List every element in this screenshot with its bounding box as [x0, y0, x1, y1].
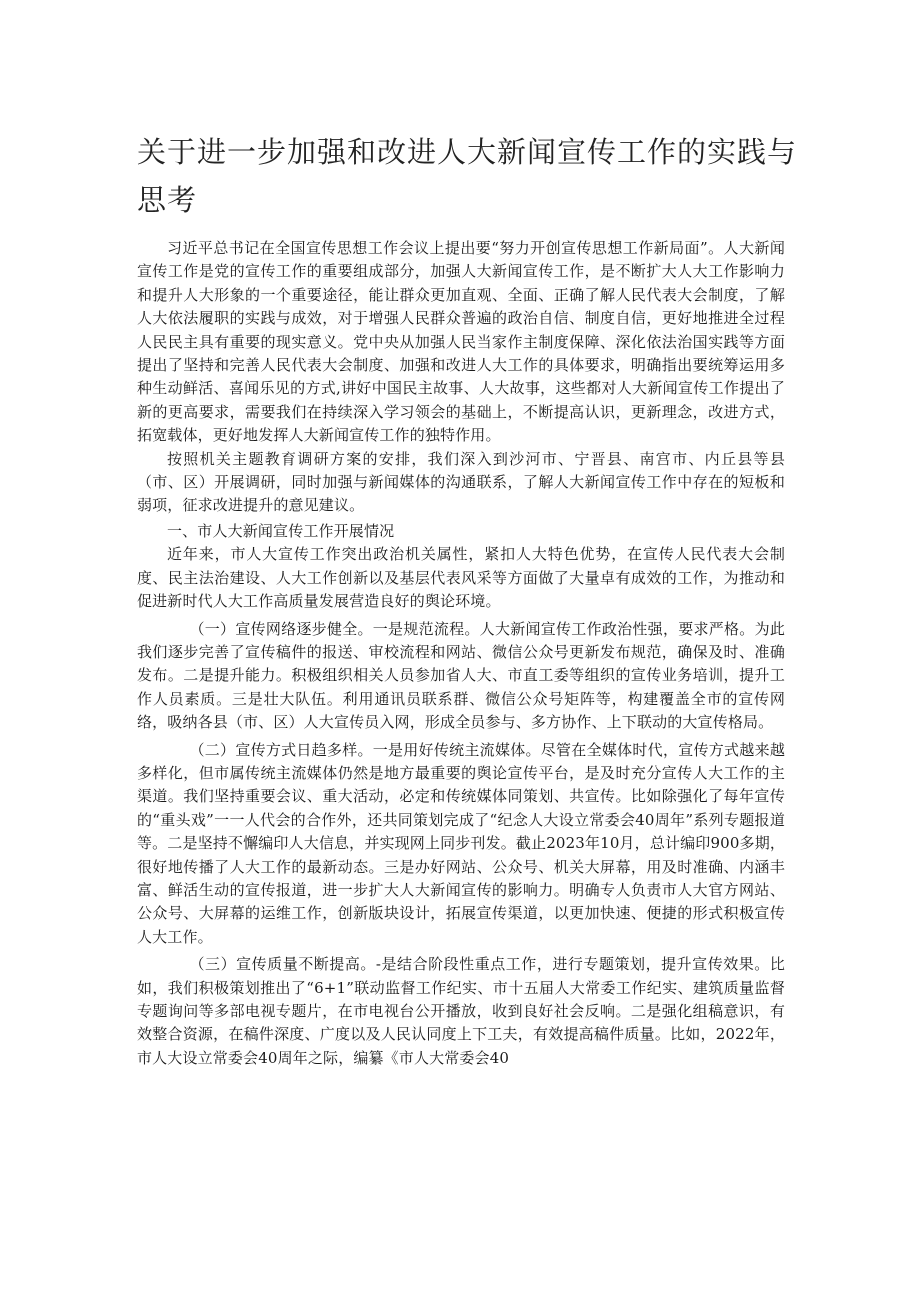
- paragraph-network: （一）宣传网络逐步健全。一是规范流程。人大新闻宣传工作政治性强，要求严格。为此我们逐步完善了宣传稿件的报送、审校流程和网站、微信公众号更新发布规范，确保及时、准确发布。二是提升能力。积极组织相关人员参加省人大、市直工委等组织的宣传业务培训，提升工作人员素质。三是壮大队伍。利用通讯员联系群、微信公众号矩阵等，构建覆盖全市的宣传网络，吸纳各县（市、区）人大宣传员入网，形成全员参与、多方协作、上下联动的大宣传格局。: [137, 619, 785, 732]
- section-heading-1: 一、市人大新闻宣传工作开展情况: [167, 521, 395, 540]
- document-body: [137, 237, 785, 1070]
- paragraph-quality: （三）宣传质量不断提高。-是结合阶段性重点工作，进行专题策划，提升宣传效果。比如，我们积极策划推出了“6+1”联动监督工作纪实、市十五届人大常委工作纪实、建筑质量监督专题询问等多部电视专题片，在市电视台公开播放，收到良好社会反响。二是强化组稿意识，有效整合资源，在稿件深度、广度以及人民认同度上下工夫，有效提高稿件质量。比如，2022年，市人大设立常委会40周年之际，编纂《市人大常委会40: [137, 955, 785, 1067]
- document-title: 关于进一步加强和改进人大新闻宣传工作的实践与思考: [137, 135, 798, 217]
- paragraph-methods: （二）宣传方式日趋多样。一是用好传统主流媒体。尽管在全媒体时代，宣传方式越来越多样化，但市属传统主流媒体仍然是地方最重要的舆论宣传平台，是及时充分宣传人大工作的主渠道。我们坚持重要会议、重大活动，必定和传统媒体同策划、共宣传。比如除强化了每年宣传的“重头戏”一一人代会的合作外，还共同策划完成了“纪念人大设立常委会40周年”系列专题报道等。二是坚持不懈编印人大信息，并实现网上同步刊发。截止2023年10月，总计编印900多期，很好地传播了人大工作的最新动态。三是办好网站、公众号、机关大屏幕，用及时准确、内涵丰富、鲜活生动的宣传报道，进一步扩大人大新闻宣传的影响力。明确专人负责市人大官方网站、公众号、大屏幕的运维工作，创新版块设计，拓展宣传渠道，以更加快速、便捷的形式积极宣传人大工作。: [137, 740, 785, 946]
- paragraph-survey: 按照机关主题教育调研方案的安排，我们深入到沙河市、宁晋县、南宫市、内丘县等县（市、区）开展调研，同时加强与新闻媒体的沟通联系，了解人大新闻宣传工作中存在的短板和弱项，征求改进提升的意见建议。: [137, 449, 785, 515]
- paragraph-overview: 近年来，市人大宣传工作突出政治机关属性，紧扣人大特色优势，在宣传人民代表大会制度、民主法治建设、人大工作创新以及基层代表风采等方面做了大量卓有成效的工作，为推动和促进新时代人大工作高质量发展营造良好的舆论环境。: [137, 545, 785, 611]
- paragraph-intro: 习近平总书记在全国宣传思想工作会议上提出要“努力开创宣传思想工作新局面”。人大新闻宣传工作是党的宣传工作的重要组成部分，加强人大新闻宣传工作，是不断扩大人大工作影响力和提升人大形象的一个重要途径，能让群众更加直观、全面、正确了解人民代表大会制度，了解人大依法履职的实践与成效，对于增强人民群众普遍的政治自信、制度自信，更好地推进全过程人民民主具有重要的现实意义。党中央从加强人民当家作主制度保障、深化依法治国实践等方面提出了坚持和完善人民代表大会制度、加强和改进人大工作的具体要求，明确指出要统筹运用多种生动鲜活、喜闻乐见的方式,讲好中国民主故事、人大故事，这些都对人大新闻宣传工作提出了新的更高要求，需要我们在持续深入学习领会的基础上，不断提高认识，更新理念，改进方式，拓宽载体，更好地发挥人大新闻宣传工作的独特作用。: [137, 239, 785, 445]
